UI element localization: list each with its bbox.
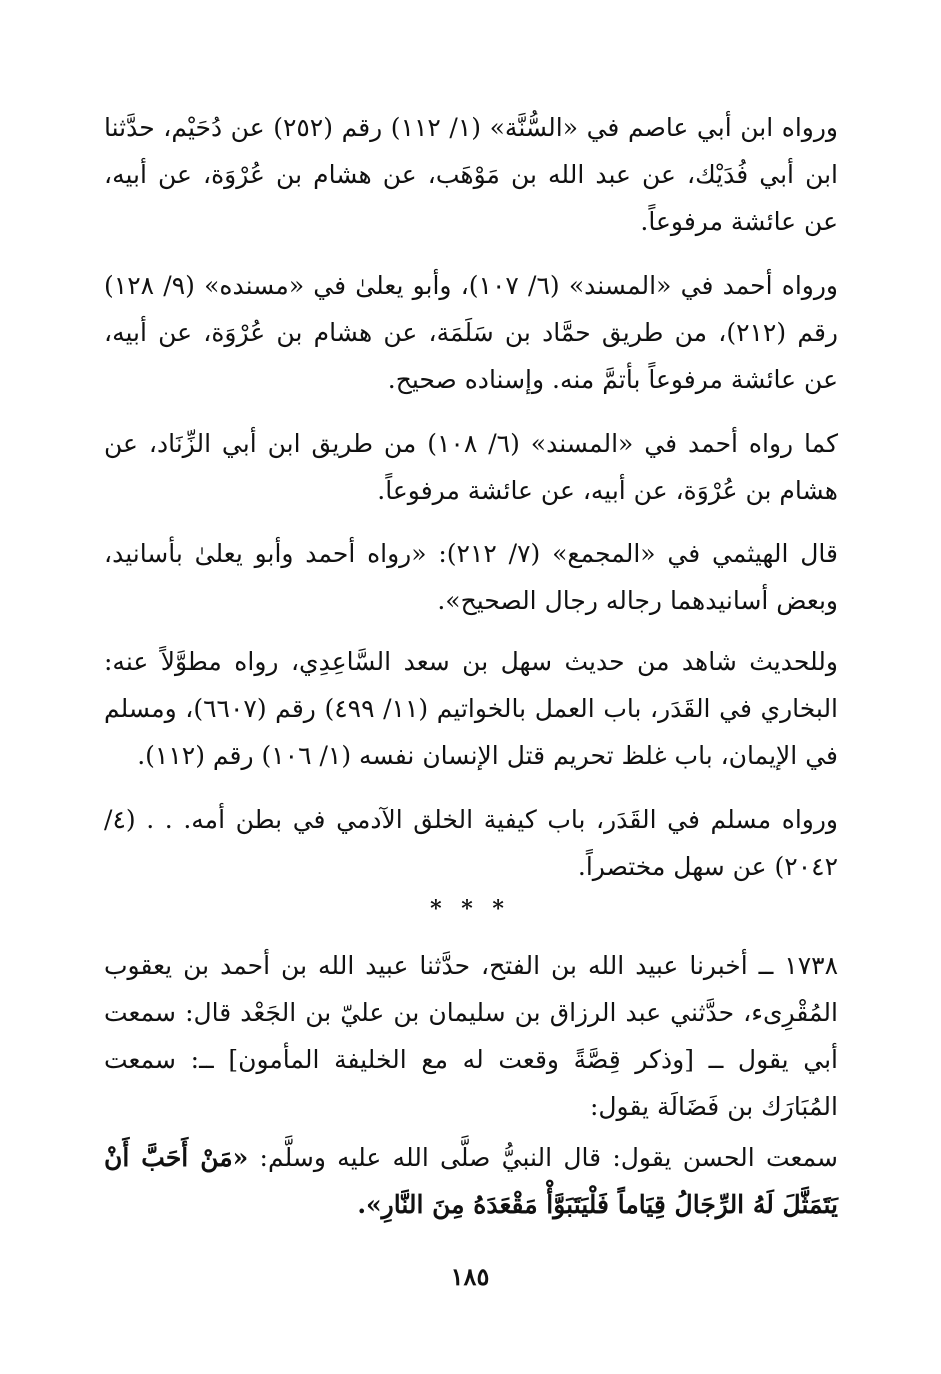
section-divider: * * * <box>430 896 510 922</box>
paragraph-hadith-text <box>104 1134 838 1228</box>
hadith-intro: سمعت الحسن يقول: قال النبيُّ صلَّى الله عليه وسلَّم: <box>248 1143 838 1172</box>
page-number: ١٨٥ <box>450 1262 490 1291</box>
paragraph-haythami: قال الهيثمي في «المجمع» (٧/ ٢١٢): «رواه أحمد وأبو يعلىٰ بأسانيد، وبعض أسانيدهما رجاله رجال الصحيح». <box>104 539 838 615</box>
paragraph-shahid-sahl: وللحديث شاهد من حديث سهل بن سعد السَّاعِدِي، رواه مطوَّلاً عنه: البخاري في القَدَر، باب العمل بالخواتيم (١١/ ٤٩٩) رقم (٦٦٠٧)، ومسلم في الإيمان، باب غلظ تحريم قتل الإنسان نفسه (١/ ١٠٦) رقم (١١٢). <box>104 647 839 770</box>
paragraph-ahmad-musnad: ورواه أحمد في «المسند» (٦/ ١٠٧)، وأبو يعلىٰ في «مسنده» (٩/ ١٢٨) رقم (٢١٢)، من طريق حمَّاد بن سَلَمَة، عن هشام بن عُرْوَة، عن أبيه، عن عائشة مرفوعاً بأتمَّ منه. وإسناده صحيح. <box>104 271 839 394</box>
paragraph-ahmad-second-route: كما رواه أحمد في «المسند» (٦/ ١٠٨) من طريق ابن أبي الزِّنَاد، عن هشام بن عُرْوَة، عن أبيه، عن عائشة مرفوعاً. <box>104 429 838 505</box>
paragraph-muslim-qadar: ورواه مسلم في القَدَر، باب كيفية الخلق الآدمي في بطن أمه. . . (٤/ ٢٠٤٢) عن سهل مختصراً. <box>104 805 838 881</box>
paragraph-ibn-abi-asim: ورواه ابن أبي عاصم في «السُّنَّة» (١/ ١١٢) رقم (٢٥٢) عن دُحَيْم، حدَّثنا ابن أبي فُدَيْك، عن عبد الله بن مَوْهَب، عن هشام بن عُرْوَة، عن أبيه، عن عائشة مرفوعاً. <box>104 113 839 236</box>
paragraph-isnad-1738: ١٧٣٨ ــ أخبرنا عبيد الله بن الفتح، حدَّثنا عبيد الله بن أحمد بن يعقوب المُقْرِىء، حدَّثني عبد الرزاق بن سليمان بن عليّ بن الجَعْد قال: سمعت أبي يقول ــ [وذكر قِصَّةً وقعت له مع الخليفة المأمون] ــ: سمعت المُبَارَك بن فَضَالَة يقول: <box>104 951 838 1121</box>
hadith-quote: «مَنْ أَحَبَّ أَنْ يَتَمَثَّلَ لَهُ الرِّجَالُ قِيَاماً فَلْيَتَبَوَّأْ مَقْعَدَهُ مِنَ النَّارِ». <box>104 1143 838 1219</box>
